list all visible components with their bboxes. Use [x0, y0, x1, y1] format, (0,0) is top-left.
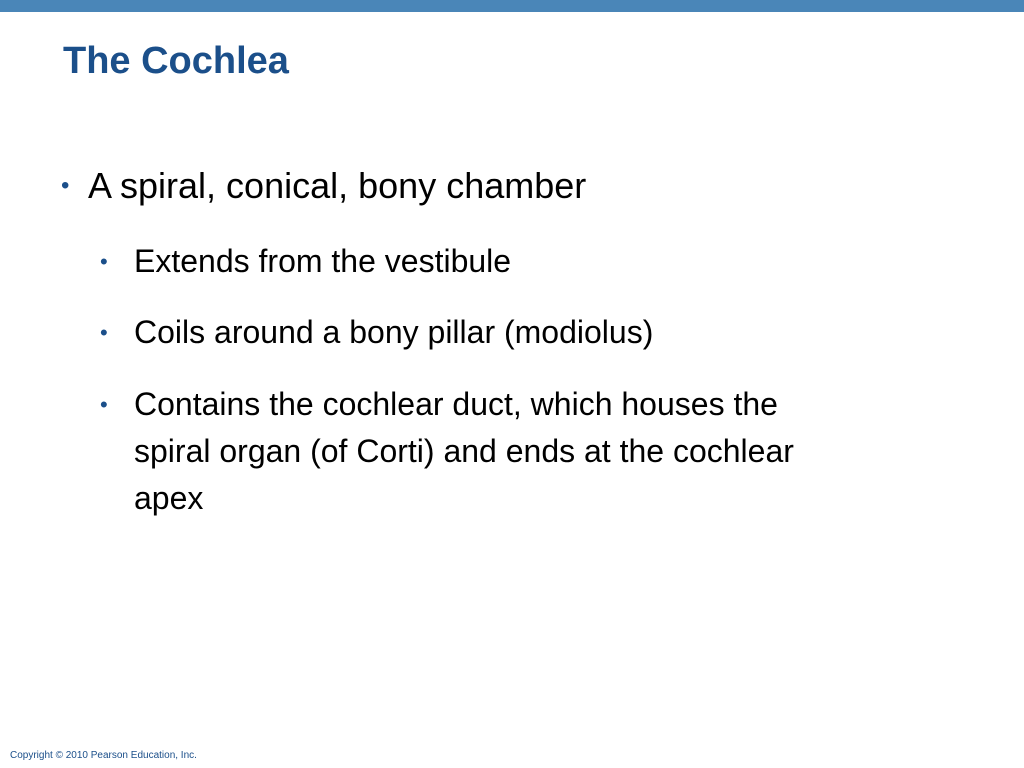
sub-bullet-text: Coils around a bony pillar (modiolus): [134, 314, 654, 350]
bullet-dot-icon: •: [100, 392, 108, 417]
sub-bullet: [100, 309, 654, 356]
sub-bullet-text-line: apex: [134, 480, 204, 516]
sub-bullet: [100, 381, 794, 522]
sub-bullet: [100, 238, 512, 285]
slide-title: The Cochlea: [63, 40, 289, 82]
bullet-text: A spiral, conical, bony chamber: [88, 165, 587, 206]
bullet-level-1: [61, 164, 587, 208]
bullet-dot-icon: •: [100, 249, 108, 274]
bullet-dot-icon: •: [100, 320, 108, 345]
bullet-dot-icon: •: [61, 172, 70, 199]
copyright-footer: Copyright © 2010 Pearson Education, Inc.: [10, 750, 197, 761]
sub-bullet-text-line: spiral organ (of Corti) and ends at the cochlear: [134, 433, 794, 469]
sub-bullet-text-line: Contains the cochlear duct, which houses the: [134, 386, 778, 422]
sub-bullet-text: Extends from the vestibule: [134, 243, 512, 279]
